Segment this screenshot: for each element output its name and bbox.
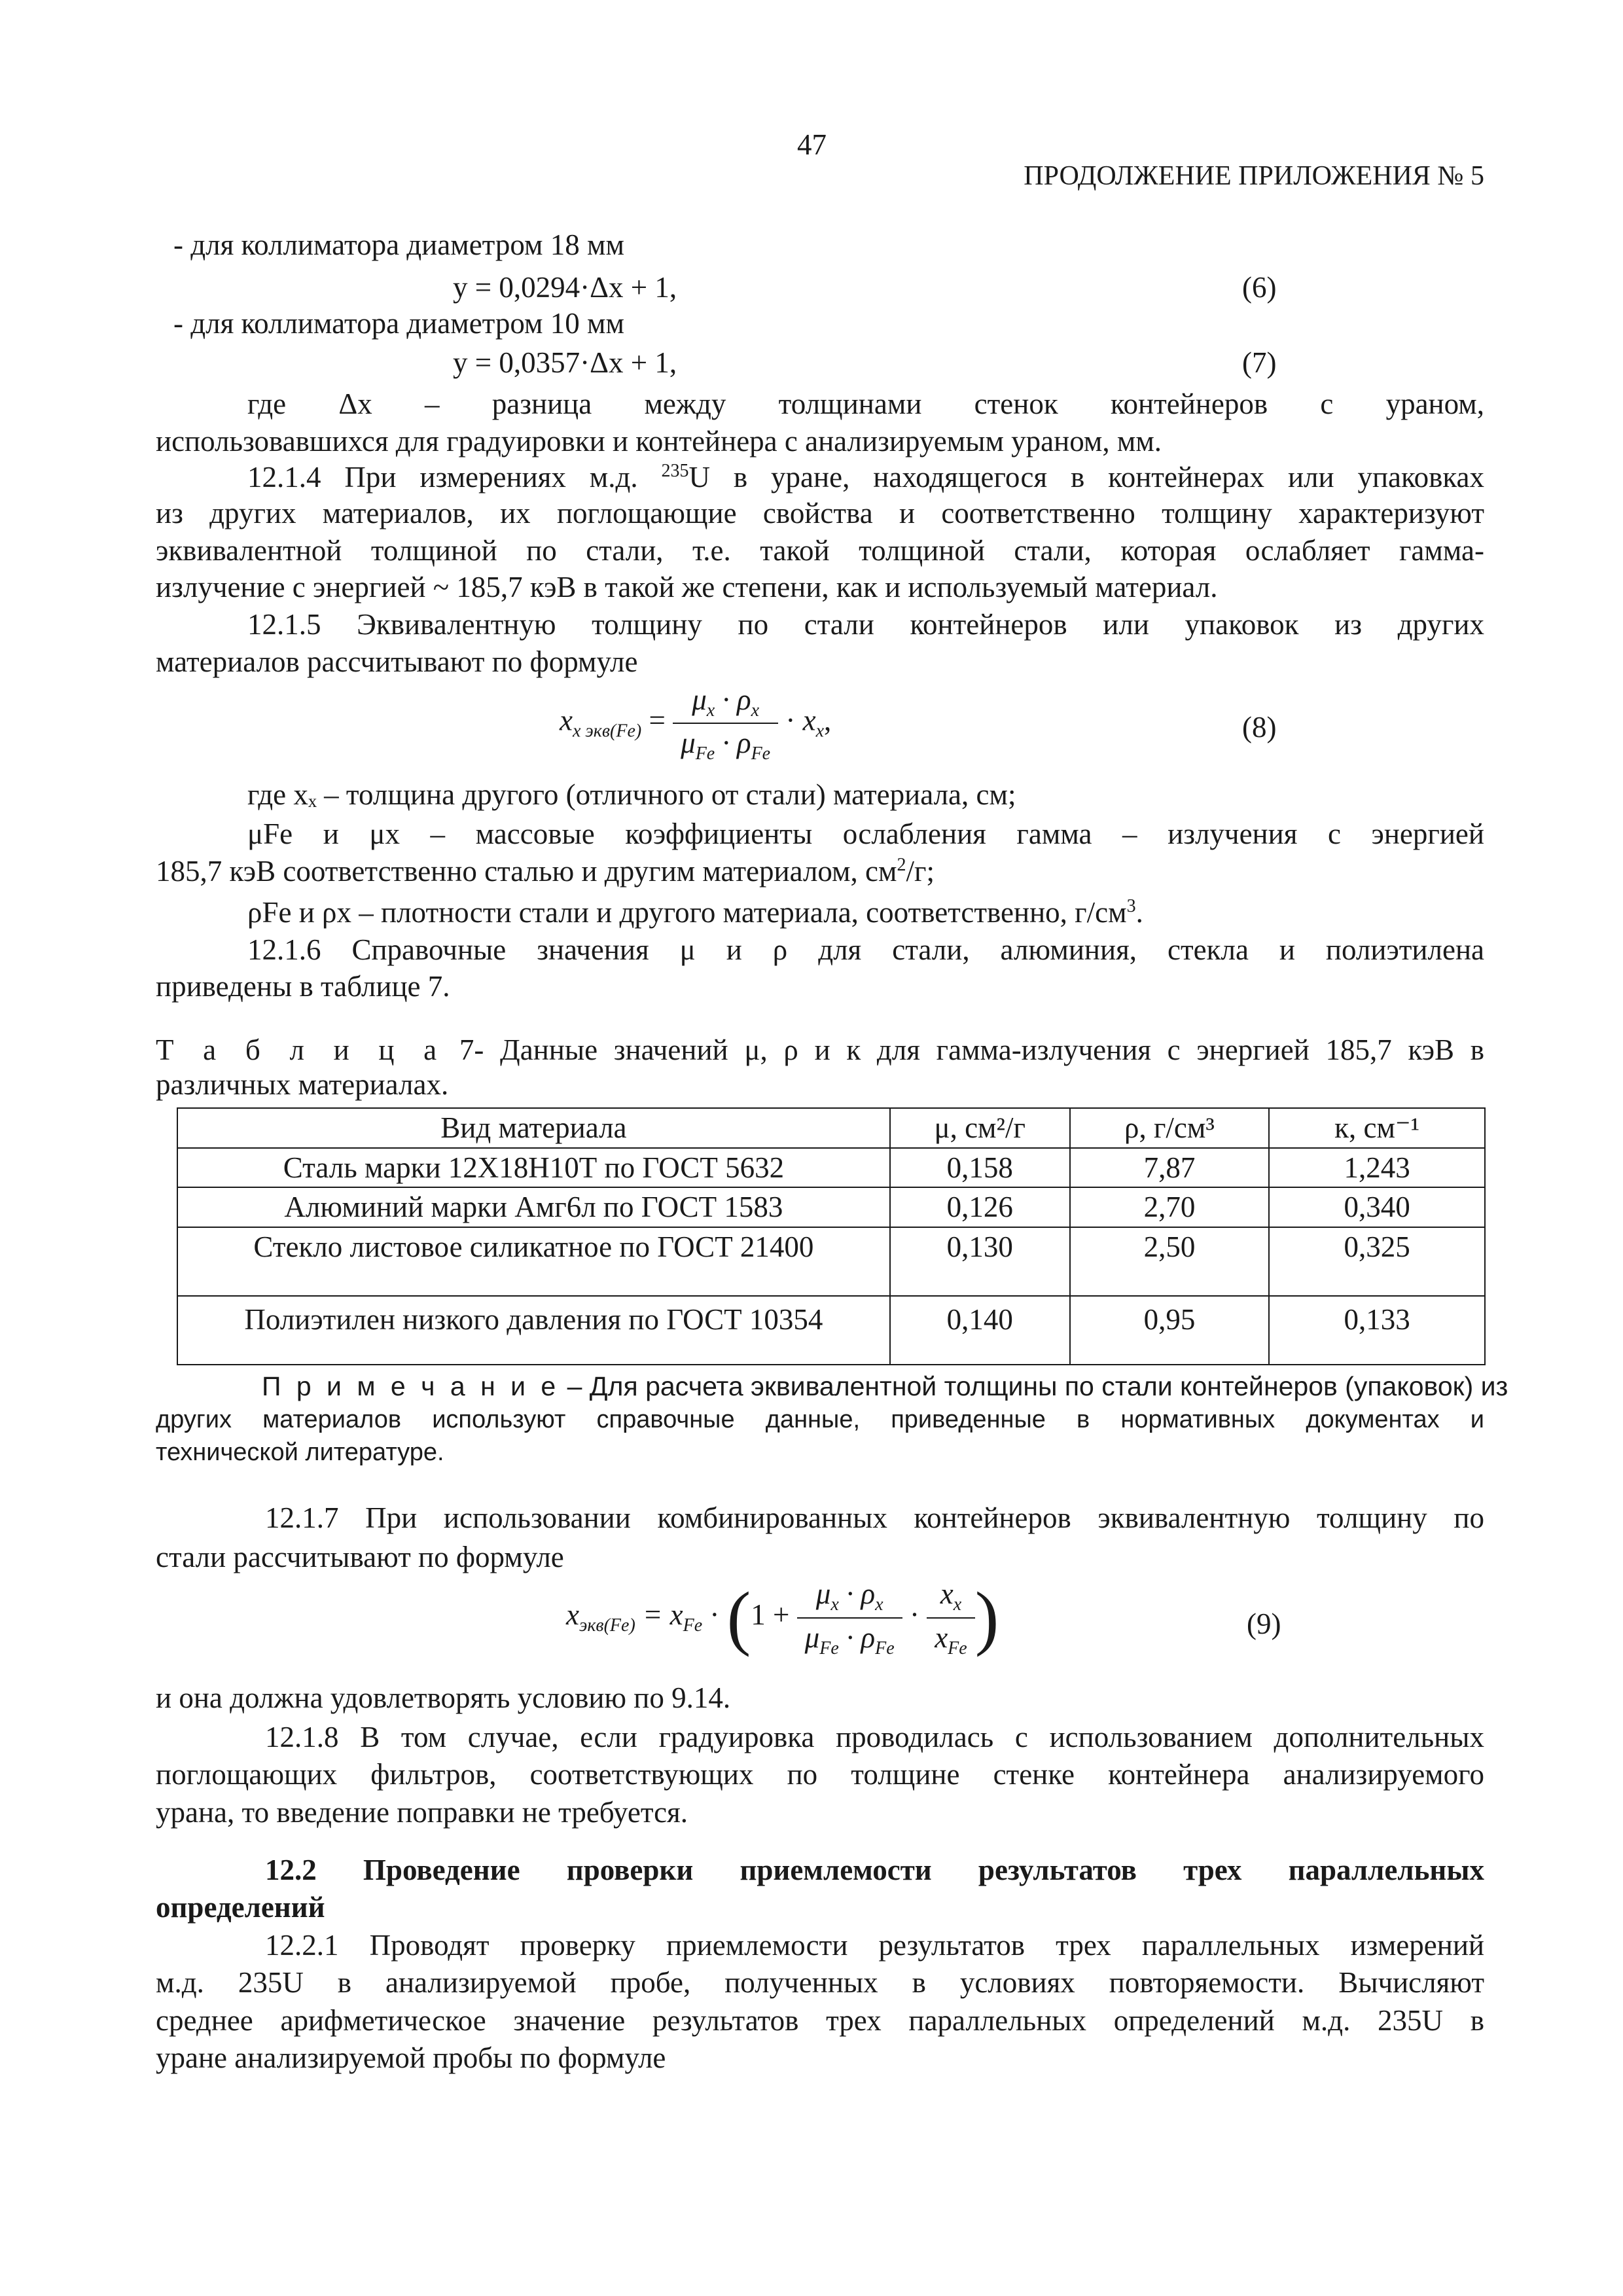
def-xx: где xₓ – толщина другого (отличного от стали) материала, см; — [247, 778, 1016, 811]
table-cell: 0,133 — [1269, 1296, 1485, 1365]
p1214-line2: из других материалов, их поглощающие свойства и соответственно толщину характеризуют — [156, 497, 1484, 529]
p1217-line1: 12.1.7 При использовании комбинированных контейнеров эквивалентную толщину по — [265, 1501, 1484, 1534]
table-cell: 0,140 — [890, 1296, 1070, 1365]
table7-caption-line2: различных материалах. — [156, 1068, 449, 1101]
p1215-line1: 12.1.5 Эквивалентную толщину по стали контейнеров или упаковок из других — [247, 608, 1484, 641]
table-cell: 7,87 — [1070, 1148, 1270, 1188]
table-cell: 0,130 — [890, 1227, 1070, 1296]
table-cell: 0,340 — [1269, 1187, 1485, 1227]
table-row — [177, 1296, 1485, 1365]
def-rho: ρFe и ρx – плотности стали и другого материала, соответственно, $г/см^3$. — [247, 896, 1143, 929]
p1214-line1: 12.1.4 При измерениях м.д. $^{235}$U в уране, находящегося в контейнерах или упаковках — [247, 461, 1484, 493]
table-cell: Сталь марки 12Х18Н10Т по ГОСТ 5632 — [177, 1148, 890, 1188]
table-header-k: к, см⁻¹ — [1269, 1108, 1485, 1148]
note-line2: других материалов используют справочные данные, приведенные в нормативных документах и — [156, 1406, 1484, 1433]
formula-7: y = 0,0357·Δx + 1, — [453, 346, 677, 379]
table-cell: Полиэтилен низкого давления по ГОСТ 10354 — [177, 1296, 890, 1365]
p1221-line3: среднее арифметическое значение результатов трех параллельных определений м.д. 235U в — [156, 2004, 1484, 2037]
table-header-row — [177, 1108, 1485, 1148]
table7 — [177, 1107, 1486, 1365]
formula-8: $x_{x экв(Fe)}$ = $\frac{\mu_x \cdot \rho_x}{\mu_{Fe} \cdot \rho_{Fe}}$ · $x_x$, — [560, 681, 831, 766]
formula-6: y = 0,0294·Δx + 1, — [453, 271, 677, 304]
table-header-rho: ρ, г/см³ — [1070, 1108, 1270, 1148]
p1216-line2: приведены в таблице 7. — [156, 970, 450, 1003]
def-mu-line2: 185,7 кэВ соответственно сталью и другим материалом, $см^2/г$; — [156, 855, 935, 888]
table-row — [177, 1227, 1485, 1296]
p1216-line1: 12.1.6 Справочные значения μ и ρ для стали, алюминия, стекла и полиэтилена — [247, 933, 1484, 966]
where-dx-line2: использовавшихся для градуировки и контейнера с анализируемым ураном, мм. — [156, 425, 1162, 457]
equation-number-9: (9) — [1247, 1607, 1281, 1640]
table7-caption-line1: Т а б л и ц а 7- Данные значений μ, ρ и к для гамма-излучения с энергией 185,7 кэВ в — [156, 1033, 1484, 1066]
table-header-mu: μ, см²/г — [890, 1108, 1070, 1148]
table-cell: 0,325 — [1269, 1227, 1485, 1296]
appendix-header: ПРОДОЛЖЕНИЕ ПРИЛОЖЕНИЯ № 5 — [1024, 161, 1484, 191]
condition-line: и она должна удовлетворять условию по 9.14. — [156, 1681, 731, 1714]
p1218-line2: поглощающих фильтров, соответствующих по толщине стенке контейнера анализируемого — [156, 1758, 1484, 1791]
formula-9: $x_{экв(Fe)} = x_{Fe} \cdot (1$ + $\frac{\mu_x \cdot \rho_x}{\mu_{Fe} \cdot \rho_{Fe}}$ · $\frac{x_x}{x_{Fe}}$ ) — [566, 1571, 999, 1664]
equation-number-7: (7) — [1242, 346, 1277, 379]
p1214-line4: излучение с энергией ~ 185,7 кэВ в такой же степени, как и используемый материал. — [156, 571, 1218, 603]
section-122-heading-line2: определений — [156, 1891, 325, 1924]
note-line3: технической литературе. — [156, 1439, 444, 1466]
table-cell: 1,243 — [1269, 1148, 1485, 1188]
table-cell: 0,126 — [890, 1187, 1070, 1227]
table-cell: 0,158 — [890, 1148, 1070, 1188]
p1218-line1: 12.1.8 В том случае, если градуировка проводилась с использованием дополнительных — [265, 1721, 1484, 1753]
table-cell: Алюминий марки Амг6л по ГОСТ 1583 — [177, 1187, 890, 1227]
equation-number-6: (6) — [1242, 271, 1277, 304]
table-cell: 2,50 — [1070, 1227, 1270, 1296]
collimator-18-label: - для коллиматора диаметром 18 мм — [173, 228, 624, 261]
where-dx-line1: где Δx – разница между толщинами стенок контейнеров с ураном, — [247, 387, 1484, 420]
page-number: 47 — [797, 128, 827, 161]
table-cell: 2,70 — [1070, 1187, 1270, 1227]
section-122-heading-line1: 12.2 Проведение проверки приемлемости результатов трех параллельных — [265, 1854, 1484, 1886]
note-line1: П р и м е ч а н и е – Для расчета эквивалентной толщины по стали контейнеров (упаковок) из — [262, 1371, 1508, 1401]
table-header-material: Вид материала — [177, 1108, 890, 1148]
table-row — [177, 1148, 1485, 1188]
def-mu-line1: μFe и μx – массовые коэффициенты ослабления гамма – излучения с энергией — [247, 817, 1484, 850]
p1221-line4: уране анализируемой пробы по формуле — [156, 2041, 666, 2074]
p1218-line3: урана, то введение поправки не требуется. — [156, 1796, 688, 1829]
p1217-line2: стали рассчитывают по формуле — [156, 1541, 564, 1573]
p1221-line1: 12.2.1 Проводят проверку приемлемости результатов трех параллельных измерений — [265, 1929, 1484, 1962]
collimator-10-label: - для коллиматора диаметром 10 мм — [173, 307, 624, 340]
p1214-line3: эквивалентной толщиной по стали, т.е. такой толщиной стали, которая ослабляет гамма- — [156, 534, 1484, 567]
table-row — [177, 1187, 1485, 1227]
p1215-line2: материалов рассчитывают по формуле — [156, 645, 638, 678]
p1221-line2: м.д. 235U в анализируемой пробе, полученных в условиях повторяемости. Вычисляют — [156, 1966, 1484, 1999]
table-cell: 0,95 — [1070, 1296, 1270, 1365]
table-cell: Стекло листовое силикатное по ГОСТ 21400 — [177, 1227, 890, 1296]
equation-number-8: (8) — [1242, 711, 1277, 744]
